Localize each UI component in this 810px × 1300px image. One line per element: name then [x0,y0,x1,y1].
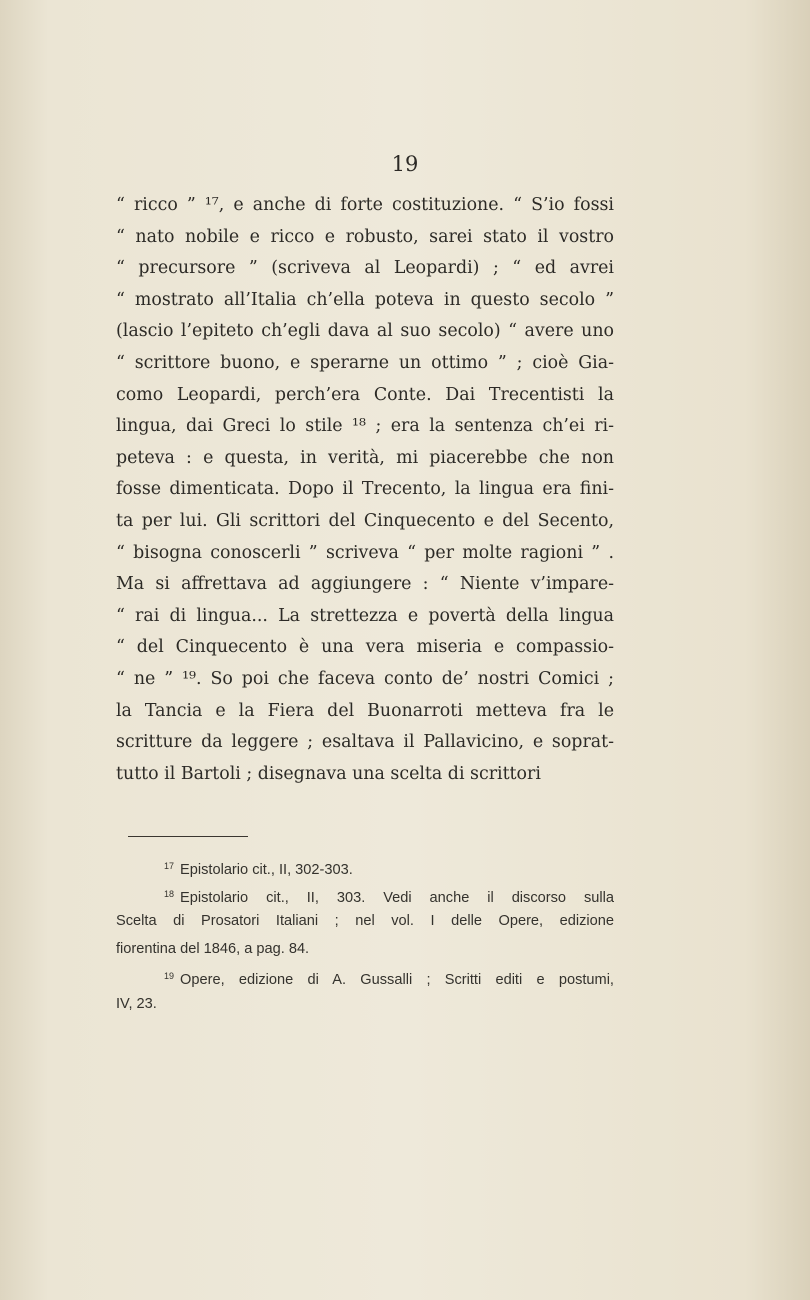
footnote-text: Epistolario cit., II, 302-303. [180,862,353,878]
body-line: fosse dimenticata. Dopo il Trecento, la lingua era fini- [116,479,614,500]
body-line: “ ne ” ¹⁹. So poi che faceva conto de’ nostri Comici ; [116,668,614,689]
body-line: “ scrittore buono, e sperarne un ottimo ” ; cioè Gia- [116,352,614,373]
body-line: “ bisogna conoscerli ” scriveva “ per molte ragioni ” . [116,542,614,563]
footnote-line: Scelta di Prosatori Italiani ; nel vol. I delle Opere, edizione [116,913,614,929]
footnote-18 [116,881,614,964]
body-line: la Tancia e la Fiera del Buonarroti metteva fra le [116,700,614,721]
footnote-marker: 17 [164,861,175,871]
footnote-text: Epistolario cit., II, 303. Vedi anche il discorso sulla [180,889,614,906]
body-line: peteva : e questa, in verità, mi piacerebbe che non [116,447,614,468]
body-line: “ ricco ” ¹⁷, e anche di forte costituzione. “ S’io fossi [116,195,614,215]
footnote-line [116,963,614,991]
body-line: tutto il Bartoli ; disegnava una scelta di scrittori [116,763,541,784]
footnote-line: IV, 23. [116,995,157,1012]
body-line: “ del Cinquecento è una vera miseria e compassio- [116,637,614,658]
footnote-line [116,853,614,881]
body-line: “ precursore ” (scriveva al Leopardi) ; “ ed avrei [116,258,614,279]
footnote-marker: 19 [164,971,175,981]
body-line: (lascio l’epiteto ch’egli dava al suo secolo) “ avere uno [116,321,614,342]
footnote-17 [116,853,614,881]
body-line: como Leopardi, perch’era Conte. Dai Trecentisti la [116,384,614,405]
body-line: ta per lui. Gli scrittori del Cinquecento e del Secento, [116,510,614,531]
body-text [116,190,614,790]
footnote-separator [128,836,248,837]
body-line: “ rai di lingua... La strettezza e povertà della lingua [116,605,614,626]
body-line: “ nato nobile e ricco e robusto, sarei stato il vostro [116,226,614,247]
footnote-marker: 18 [164,888,175,899]
footnote-19 [116,963,614,1018]
footnote-text: Opere, edizione di A. Gussalli ; Scritti editi e postumi, [180,972,614,988]
footnotes [116,853,614,1018]
body-line: lingua, dai Greci lo stile ¹⁸ ; era la sentenza ch’ei ri- [116,416,614,437]
footnote-line [116,881,614,909]
body-line: “ mostrato all’Italia ch’ella poteva in questo secolo ” [116,289,614,310]
body-line: scritture da leggere ; esaltava il Pallavicino, e soprat- [116,732,614,753]
body-line: Ma si affrettava ad aggiungere : “ Niente v’impare- [116,574,614,595]
page-number: 19 [391,152,419,176]
footnote-line: fiorentina del 1846, a pag. 84. [116,940,310,957]
